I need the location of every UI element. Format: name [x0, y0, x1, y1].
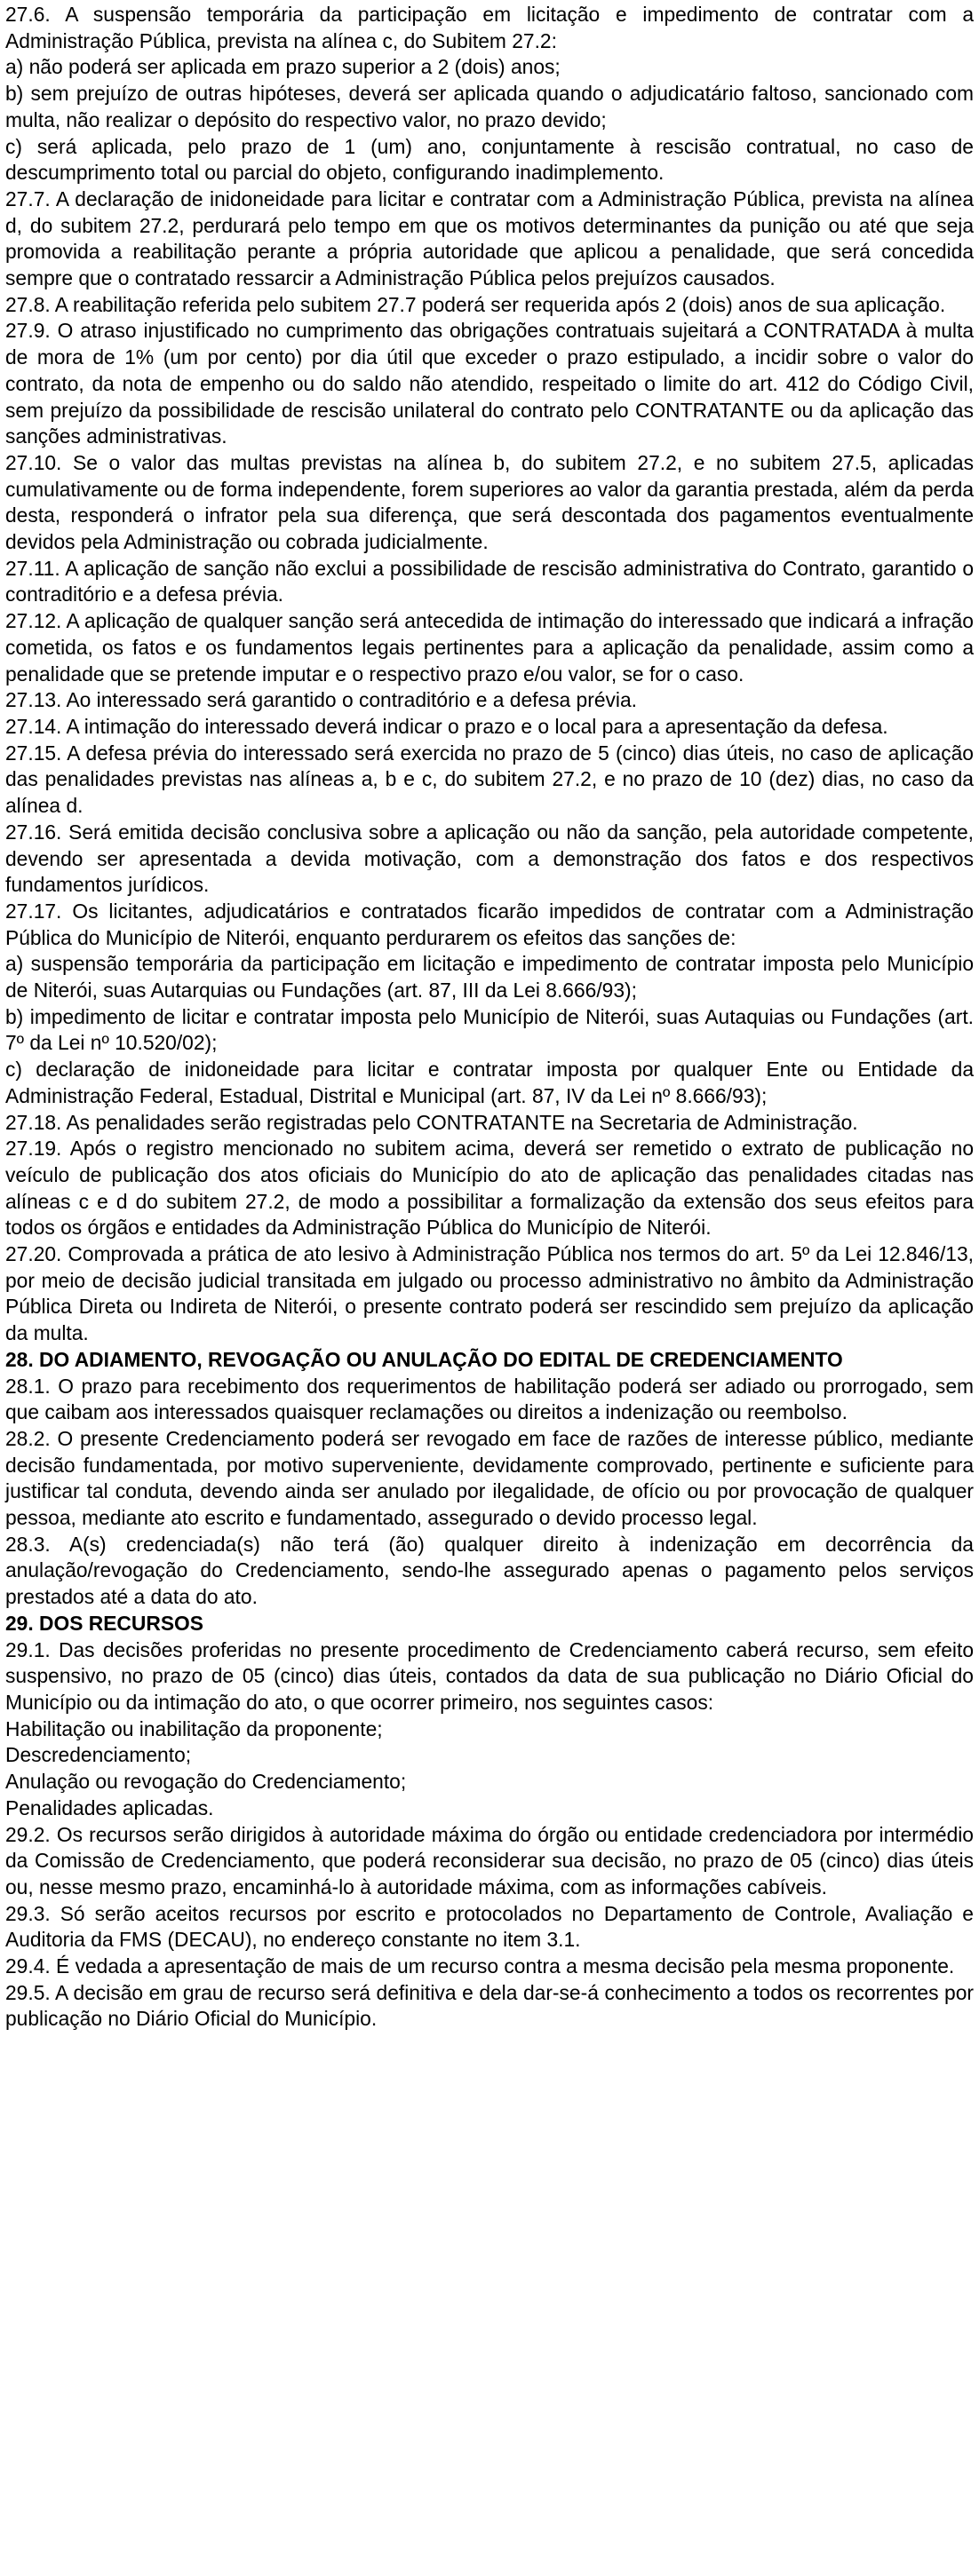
- list-item-descredenciamento: Descredenciamento;: [5, 1743, 192, 1767]
- section-heading-29: 29. DOS RECURSOS: [5, 1611, 203, 1635]
- paragraph-27-17: 27.17. Os licitantes, adjudicatários e contratados ficarão impedidos de contratar com a Administração Pública do Município de Niterói, enquanto perdurarem os efeitos das sanções de:: [5, 899, 974, 949]
- paragraph-27-6-a: a) não poderá ser aplicada em prazo superior a 2 (dois) anos;: [5, 55, 561, 79]
- paragraph-27-6-b: b) sem prejuízo de outras hipóteses, deverá ser aplicada quando o adjudicatário faltoso, sancionado com multa, não realizar o depósito do respectivo valor, no prazo devido;: [5, 82, 974, 131]
- paragraph-27-16: 27.16. Será emitida decisão conclusiva sobre a aplicação ou não da sanção, pela autoridade competente, devendo ser apresentada a devida motivação, com a demonstração dos fatos e dos respectivos fundamentos jurídicos.: [5, 820, 974, 897]
- paragraph-29-2: 29.2. Os recursos serão dirigidos à autoridade máxima do órgão ou entidade credenciadora por intermédio da Comissão de Credenciamento, que poderá reconsiderar sua decisão, no prazo de 05 (cinco) dias úteis ou, nesse mesmo prazo, encaminhá-lo à autoridade máxima, com as informações cabíveis.: [5, 1822, 974, 1898]
- paragraph-27-9: 27.9. O atraso injustificado no cumprimento das obrigações contratuais sujeitará a CONTRATADA à multa de mora de 1% (um por cento) por dia útil que exceder o prazo estipulado, a incidir sobre o valor do contrato, da nota de empenho ou do saldo não atendido, respeitado o limite do art. 412 do Código Civil, sem prejuízo da possibilidade de rescisão unilateral do contrato pelo CONTRATANTE ou da aplicação das sanções administrativas.: [5, 319, 974, 448]
- paragraph-27-6-c: c) será aplicada, pelo prazo de 1 (um) ano, conjuntamente à rescisão contratual, no caso de descumprimento total ou parcial do objeto, configurando inadimplemento.: [5, 134, 974, 185]
- paragraph-28-2: 28.2. O presente Credenciamento poderá ser revogado em face de razões de interesse público, mediante decisão fundamentada, por motivo superveniente, devidamente comprovado, pertinente e suficiente para justificar tal conduta, devendo ainda ser anulado por ilegalidade, de ofício ou por provocação de qualquer pessoa, mediante ato escrito e fundamentado, assegurado o devido processo legal.: [5, 1426, 974, 1530]
- section-heading-28: 28. DO ADIAMENTO, REVOGAÇÃO OU ANULAÇÃO DO EDITAL DE CREDENCIAMENTO: [5, 1347, 843, 1371]
- list-item-anulacao: Anulação ou revogação do Credenciamento;: [5, 1770, 407, 1794]
- paragraph-29-1: 29.1. Das decisões proferidas no presente procedimento de Credenciamento caberá recurso, sem efeito suspensivo, no prazo de 05 (cinco) dias úteis, contados da data de sua publicação no Diário Oficial do Município ou da intimação do ato, o que ocorrer primeiro, nos seguintes casos:: [5, 1637, 974, 1714]
- list-item-habilitacao: Habilitação ou inabilitação da proponente;: [5, 1716, 383, 1740]
- paragraph-27-18: 27.18. As penalidades serão registradas pelo CONTRATANTE na Secretaria de Administração.: [5, 1110, 858, 1134]
- paragraph-27-8: 27.8. A reabilitação referida pelo subitem 27.7 poderá ser requerida após 2 (dois) anos de sua aplicação.: [5, 292, 946, 316]
- paragraph-27-17-b: b) impedimento de licitar e contratar imposta pelo Município de Niterói, suas Autaquias ou Fundações (art. 7º da Lei nº 10.520/02);: [5, 1004, 974, 1055]
- paragraph-27-6: 27.6. A suspensão temporária da participação em licitação e impedimento de contratar com a Administração Pública, prevista na alínea c, do Subitem 27.2:: [5, 3, 974, 52]
- paragraph-27-19: 27.19. Após o registro mencionado no subitem acima, deverá ser remetido o extrato de publicação no veículo de publicação dos atos oficiais do Município do ato de aplicação das penalidades citadas nas alíneas c e d do subitem 27.2, de modo a possibilitar a formalização da extensão dos seus efeitos para todos os órgãos e entidades da Administração Pública do Município de Niterói.: [5, 1137, 974, 1240]
- paragraph-29-4: 29.4. É vedada a apresentação de mais de um recurso contra a mesma decisão pela mesma proponente.: [5, 1954, 955, 1978]
- paragraph-27-10: 27.10. Se o valor das multas previstas na alínea b, do subitem 27.2, e no subitem 27.5, aplicadas cumulativamente ou de forma independente, forem superiores ao valor da garantia prestada, além da perda desta, responderá o infrator pela sua diferença, que será descontada dos pagamentos eventualmente devidos pela Administração ou cobrada judicialmente.: [5, 450, 974, 554]
- paragraph-29-5: 29.5. A decisão em grau de recurso será definitiva e dela dar-se-á conhecimento a todos os recorrentes por publicação no Diário Oficial do Município.: [5, 1980, 974, 2031]
- paragraph-27-20: 27.20. Comprovada a prática de ato lesivo à Administração Pública nos termos do art. 5º da Lei 12.846/13, por meio de decisão judicial transitada em julgado ou processo administrativo no âmbito da Administração Pública Direta ou Indireta de Niterói, o presente contrato poderá ser rescindido sem prejuízo da aplicação da multa.: [5, 1242, 974, 1345]
- paragraph-27-15: 27.15. A defesa prévia do interessado será exercida no prazo de 5 (cinco) dias úteis, no caso de aplicação das penalidades previstas nas alíneas a, b e c, do subitem 27.2, e no prazo de 10 (dez) dias, no caso da alínea d.: [5, 741, 974, 818]
- paragraph-28-1: 28.1. O prazo para recebimento dos requerimentos de habilitação poderá ser adiado ou prorrogado, sem que caibam aos interessados quaisquer reclamações ou direitos a indenização ou reembolso.: [5, 1374, 974, 1424]
- paragraph-27-17-c: c) declaração de inidoneidade para licitar e contratar imposta por qualquer Ente ou Entidade da Administração Federal, Estadual, Distrital e Municipal (art. 87, IV da Lei nº 8.666/93);: [5, 1058, 974, 1107]
- paragraph-27-12: 27.12. A aplicação de qualquer sanção será antecedida de intimação do interessado que indicará a infração cometida, os fatos e os fundamentos legais pertinentes para a aplicação da penalidade, assim como a penalidade que se pretende imputar e o respectivo prazo e/ou valor, se for o caso.: [5, 609, 974, 686]
- paragraph-27-17-a: a) suspensão temporária da participação em licitação e impedimento de contratar imposta pelo Município de Niterói, suas Autarquias ou Fundações (art. 87, III da Lei 8.666/93);: [5, 952, 974, 1003]
- paragraph-27-11: 27.11. A aplicação de sanção não exclui a possibilidade de rescisão administrativa do Contrato, garantido o contraditório e a defesa prévia.: [5, 556, 974, 606]
- paragraph-29-3: 29.3. Só serão aceitos recursos por escrito e protocolados no Departamento de Controle, Avaliação e Auditoria da FMS (DECAU), no endereço constante no item 3.1.: [5, 1901, 974, 1952]
- paragraph-27-14: 27.14. A intimação do interessado deverá indicar o prazo e o local para a apresentação da defesa.: [5, 714, 888, 738]
- list-item-penalidades: Penalidades aplicadas.: [5, 1795, 214, 1819]
- paragraph-27-13: 27.13. Ao interessado será garantido o contraditório e a defesa prévia.: [5, 688, 637, 712]
- paragraph-27-7: 27.7. A declaração de inidoneidade para licitar e contratar com a Administração Pública, prevista na alínea d, do subitem 27.2, perdurará pelo tempo em que os motivos determinantes da punição ou até que seja promovida a reabilitação perante a própria autoridade que aplicou a penalidade, que será concedida sempre que o contratado ressarcir a Administração Pública pelos prejuízos causados.: [5, 186, 974, 290]
- paragraph-28-3: 28.3. A(s) credenciada(s) não terá (ão) qualquer direito à indenização em decorrência da anulação/revogação do Credenciamento, sendo-lhe assegurado apenas o pagamento pelos serviços prestados até a data do ato.: [5, 1532, 974, 1609]
